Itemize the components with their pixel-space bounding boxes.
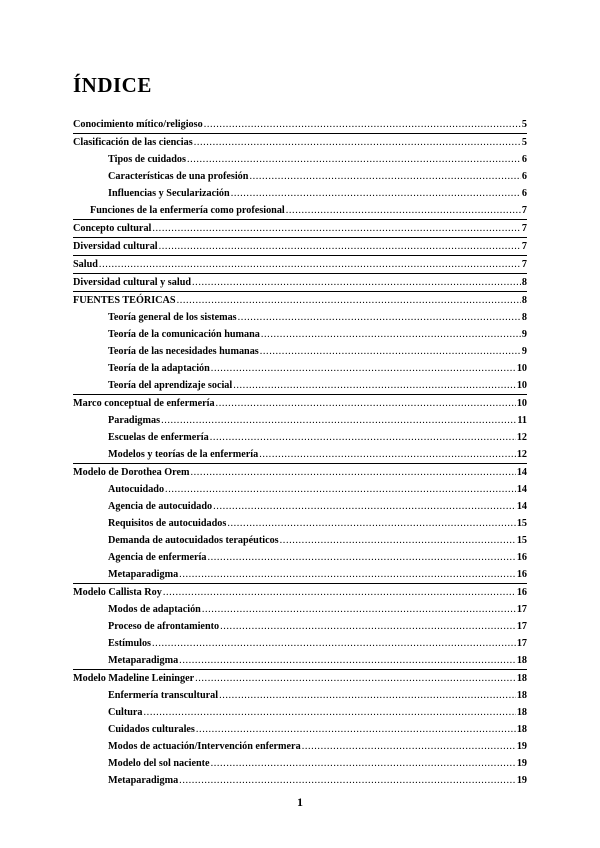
toc-entry-label: Concepto cultural (73, 223, 152, 234)
toc-entry[interactable] (73, 116, 527, 133)
toc-entry-label: Modelo del sol naciente (108, 758, 210, 769)
toc-entry-label: Requisitos de autocuidados (108, 518, 227, 529)
toc-entry-label: Estímulos (108, 638, 152, 649)
toc-entry-label: Autocuidado (108, 484, 165, 495)
toc-entry[interactable] (73, 669, 527, 687)
toc-entry[interactable] (73, 273, 527, 291)
toc-entry[interactable] (73, 549, 527, 566)
toc-entry-label: Influencias y Secularización (108, 188, 230, 199)
toc-entry-page: 18 (516, 673, 527, 684)
toc-entry[interactable] (73, 168, 527, 185)
toc-entry-page: 19 (516, 741, 527, 752)
dot-leader (207, 549, 515, 566)
toc-entry[interactable] (73, 394, 527, 412)
dot-leader (192, 274, 521, 291)
toc-entry[interactable] (73, 532, 527, 549)
toc-entry-page: 14 (516, 484, 527, 495)
toc-entry[interactable] (73, 704, 527, 721)
toc-entry[interactable] (73, 360, 527, 377)
toc-entry-page: 7 (521, 205, 527, 216)
toc-entry-label: Enfermería transcultural (108, 690, 219, 701)
toc-entry[interactable] (73, 618, 527, 635)
toc-entry-page: 8 (521, 295, 527, 306)
toc-entry-label: Modelo de Dorothea Orem (73, 467, 190, 478)
toc-entry-page: 9 (521, 346, 527, 357)
toc-entry[interactable] (73, 202, 527, 219)
dot-leader (177, 292, 521, 309)
toc-entry-page: 6 (521, 188, 527, 199)
toc-entry-page: 19 (516, 775, 527, 786)
toc-entry-page: 12 (516, 432, 527, 443)
toc-entry-page: 19 (516, 758, 527, 769)
dot-leader (179, 652, 516, 669)
toc-entry-page: 5 (521, 137, 527, 148)
toc-entry[interactable] (73, 291, 527, 309)
toc-entry-label: Modos de actuación/Intervención enfermera (108, 741, 301, 752)
dot-leader (249, 168, 520, 185)
toc-entry-label: Modelo Madeline Leininger (73, 673, 195, 684)
toc-entry-page: 5 (521, 119, 527, 130)
dot-leader (211, 755, 516, 772)
dot-leader (259, 446, 516, 463)
toc-entry-label: Clasificación de las ciencias (73, 137, 193, 148)
dot-leader (99, 256, 521, 273)
toc-entry-page: 6 (521, 154, 527, 165)
dot-leader (190, 464, 515, 481)
toc-entry-label: Salud (73, 259, 98, 270)
toc-entry-label: Diversidad cultural (73, 241, 158, 252)
dot-leader (159, 238, 521, 255)
toc-entry-page: 17 (516, 638, 527, 649)
toc-entry-label: Metaparadigma (108, 655, 179, 666)
toc-entry[interactable] (73, 237, 527, 255)
toc-entry-label: Modelo Callista Roy (73, 587, 162, 598)
toc-entry-label: Paradigmas (108, 415, 161, 426)
dot-leader (161, 412, 516, 429)
toc-entry-page: 15 (516, 518, 527, 529)
toc-entry-page: 18 (516, 655, 527, 666)
dot-leader (216, 395, 516, 412)
toc-entry-page: 14 (516, 467, 527, 478)
toc-entry[interactable] (73, 515, 527, 532)
dot-leader (179, 772, 516, 789)
toc-entry[interactable] (73, 687, 527, 704)
toc-entry-page: 18 (516, 690, 527, 701)
toc-entry-page: 7 (521, 241, 527, 252)
dot-leader (194, 134, 521, 151)
dot-leader (196, 721, 516, 738)
dot-leader (219, 687, 516, 704)
toc-entry-page: 6 (521, 171, 527, 182)
table-of-contents (73, 116, 527, 789)
page-number: 1 (297, 795, 303, 809)
toc-entry-label: Metaparadigma (108, 775, 179, 786)
toc-entry[interactable] (73, 446, 527, 463)
toc-entry-label: Conocimiento mítico/religioso (73, 119, 203, 130)
toc-entry[interactable] (73, 566, 527, 583)
dot-leader (152, 220, 521, 237)
dot-leader (227, 515, 515, 532)
toc-entry-label: Metaparadigma (108, 569, 179, 580)
toc-entry[interactable] (73, 412, 527, 429)
toc-entry[interactable] (73, 738, 527, 755)
dot-leader (187, 151, 521, 168)
toc-entry-page: 8 (521, 312, 527, 323)
toc-entry-page: 10 (516, 380, 527, 391)
toc-entry[interactable] (73, 133, 527, 151)
toc-entry-label: Modelos y teorías de la enfermería (108, 449, 259, 460)
toc-entry-label: Cultura (108, 707, 143, 718)
toc-entry-page: 10 (516, 363, 527, 374)
toc-entry[interactable] (73, 498, 527, 515)
dot-leader (260, 343, 521, 360)
toc-entry[interactable] (73, 601, 527, 618)
toc-entry-label: Proceso de afrontamiento (108, 621, 220, 632)
toc-entry[interactable] (73, 481, 527, 498)
dot-leader (302, 738, 516, 755)
dot-leader (238, 309, 521, 326)
dot-leader (261, 326, 521, 343)
dot-leader (233, 377, 516, 394)
toc-entry-page: 16 (516, 552, 527, 563)
toc-entry-page: 7 (521, 223, 527, 234)
dot-leader (231, 185, 521, 202)
dot-leader (204, 116, 521, 133)
dot-leader (152, 635, 516, 652)
toc-entry[interactable] (73, 219, 527, 237)
toc-entry-page: 18 (516, 724, 527, 735)
toc-entry-label: Diversidad cultural y salud (73, 277, 192, 288)
toc-entry-label: Demanda de autocuidados terapéuticos (108, 535, 279, 546)
dot-leader (179, 566, 516, 583)
toc-entry-page: 7 (521, 259, 527, 270)
toc-entry-label: Agencia de enfermería (108, 552, 207, 563)
toc-entry-page: 12 (516, 449, 527, 460)
toc-entry[interactable] (73, 326, 527, 343)
toc-entry-label: Modos de adaptación (108, 604, 201, 615)
toc-entry-label: Cuidados culturales (108, 724, 195, 735)
toc-entry-page: 15 (516, 535, 527, 546)
toc-entry[interactable] (73, 755, 527, 772)
toc-entry-label: FUENTES TEÓRICAS (73, 295, 176, 306)
toc-entry[interactable] (73, 151, 527, 168)
toc-entry[interactable] (73, 583, 527, 601)
toc-entry[interactable] (73, 463, 527, 481)
toc-entry-label: Teoría de la adaptación (108, 363, 210, 374)
toc-entry[interactable] (73, 255, 527, 273)
toc-entry-page: 9 (521, 329, 527, 340)
toc-entry-label: Funciones de la enfermería como profesional (90, 205, 285, 216)
toc-entry[interactable] (73, 772, 527, 789)
dot-leader (144, 704, 516, 721)
toc-entry-page: 17 (516, 604, 527, 615)
toc-entry-page: 16 (516, 569, 527, 580)
dot-leader (210, 429, 516, 446)
dot-leader (220, 618, 516, 635)
toc-entry-label: Teoría general de los sistemas (108, 312, 237, 323)
toc-entry-label: Agencia de autocuidado (108, 501, 213, 512)
dot-leader (195, 670, 516, 687)
toc-entry-label: Marco conceptual de enfermería (73, 398, 215, 409)
toc-entry[interactable] (73, 309, 527, 326)
toc-entry-page: 17 (516, 621, 527, 632)
toc-entry-page: 14 (516, 501, 527, 512)
toc-entry-page: 11 (517, 415, 527, 426)
toc-entry-page: 16 (516, 587, 527, 598)
toc-entry-label: Escuelas de enfermería (108, 432, 209, 443)
toc-entry[interactable] (73, 635, 527, 652)
toc-entry-page: 18 (516, 707, 527, 718)
toc-entry[interactable] (73, 721, 527, 738)
dot-leader (202, 601, 516, 618)
toc-entry-label: Características de una profesión (108, 171, 249, 182)
dot-leader (163, 584, 516, 601)
toc-entry-label: Teoría de las necesidades humanas (108, 346, 259, 357)
page-title: ÍNDICE (73, 73, 152, 97)
toc-entry-label: Tipos de cuidados (108, 154, 186, 165)
toc-entry-label: Teoría de la comunicación humana (108, 329, 260, 340)
toc-entry[interactable] (73, 652, 527, 669)
toc-entry-page: 8 (521, 277, 527, 288)
toc-entry[interactable] (73, 429, 527, 446)
toc-entry-label: Teoría del aprendizaje social (108, 380, 233, 391)
toc-entry[interactable] (73, 377, 527, 394)
dot-leader (286, 202, 521, 219)
dot-leader (280, 532, 516, 549)
toc-entry-page: 10 (516, 398, 527, 409)
toc-entry[interactable] (73, 185, 527, 202)
toc-entry[interactable] (73, 343, 527, 360)
dot-leader (165, 481, 516, 498)
dot-leader (213, 498, 516, 515)
dot-leader (211, 360, 516, 377)
